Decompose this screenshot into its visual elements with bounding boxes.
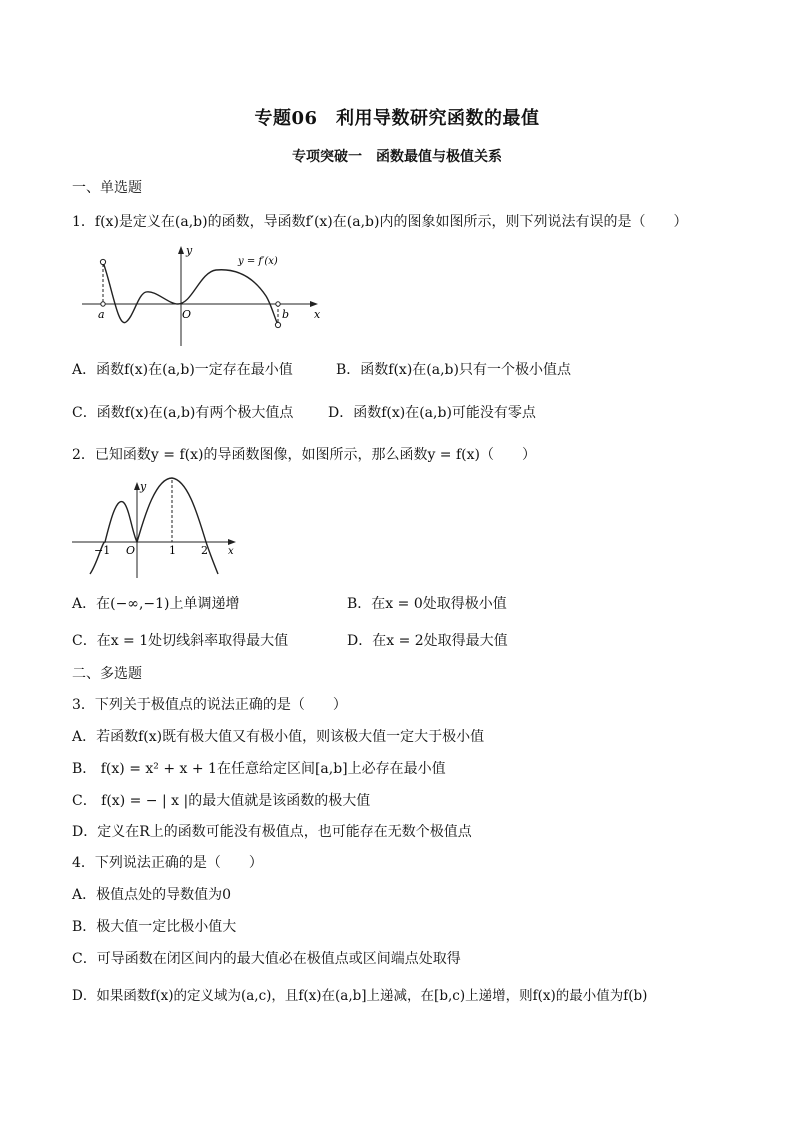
q2-x-label: x (228, 546, 234, 557)
section-multi-choice: 二、多选题 (72, 666, 142, 682)
q2-tick-neg1: −1 (94, 544, 111, 557)
q2-x-axis-arrow (228, 539, 236, 545)
q4-option-c[interactable]: C．可导函数在闭区间内的最大值必在极值点或区间端点处取得 (72, 951, 461, 967)
q2-graph (68, 474, 244, 580)
page-subtitle: 专项突破一 函数最值与极值关系 (292, 149, 502, 165)
q1-y-axis-arrow (178, 246, 184, 254)
q1-option-b[interactable]: B．函数f(x)在(a,b)只有一个极小值点 (336, 362, 571, 378)
q2-option-b[interactable]: B．在x = 0处取得极小值 (347, 596, 507, 612)
q1-x-label: x (314, 308, 321, 321)
page-title: 专题06 利用导数研究函数的最值 (254, 108, 540, 129)
q2-option-d[interactable]: D．在x = 2处取得最大值 (347, 633, 508, 649)
q3-option-b[interactable]: B． f(x) = x² + x + 1在任意给定区间[a,b]上必存在最小值 (72, 761, 446, 777)
q1-x-axis-arrow (310, 301, 318, 307)
q2-tick-2: 2 (201, 544, 208, 557)
q1-option-d[interactable]: D．函数f(x)在(a,b)可能没有零点 (328, 405, 536, 421)
q2-tick-1: 1 (169, 544, 176, 557)
q1-func-label: y = f′(x) (238, 256, 278, 267)
q2-option-c[interactable]: C．在x = 1处切线斜率取得最大值 (72, 633, 289, 649)
section-single-choice: 一、单选题 (72, 180, 142, 196)
q1-graph (78, 242, 330, 350)
q1-point-a-on-axis (101, 302, 105, 306)
q4-option-a[interactable]: A．极值点处的导数值为0 (72, 887, 232, 903)
q2-y-label: y (140, 480, 147, 493)
q1-b-label: b (282, 308, 290, 321)
q1-a-label: a (98, 308, 105, 321)
q2-derivative-curve (90, 478, 218, 574)
q2-stem: 2．已知函数y = f(x)的导函数图像，如图所示，那么函数y = f(x)（ ） (72, 447, 536, 463)
q1-point-b-on-axis (276, 302, 280, 306)
q3-option-c[interactable]: C． f(x) = − | x |的最大值就是该函数的极大值 (72, 793, 371, 809)
q1-option-a[interactable]: A．函数f(x)在(a,b)一定存在最小值 (72, 362, 293, 378)
q4-option-d[interactable]: D．如果函数f(x)的定义域为(a,c)，且f(x)在(a,b]上递减，在[b,c)上递增，则f(x)的最小值为f(b) (72, 988, 648, 1004)
q1-stem: 1．f(x)是定义在(a,b)的函数，导函数f′(x)在(a,b)内的图象如图所示，则下列说法有误的是（ ） (72, 214, 688, 230)
q3-stem: 3．下列关于极值点的说法正确的是（ ） (72, 697, 347, 713)
q4-stem: 4．下列说法正确的是（ ） (72, 855, 263, 871)
q3-option-a[interactable]: A．若函数f(x)既有极大值又有极小值，则该极大值一定大于极小值 (72, 729, 485, 745)
q2-origin-label: O (126, 544, 136, 557)
q2-option-a[interactable]: A．在(−∞,−1)上单调递增 (72, 596, 240, 612)
q1-y-label: y (186, 244, 193, 257)
q1-origin-label: O (182, 308, 192, 321)
q1-option-c[interactable]: C．函数f(x)在(a,b)有两个极大值点 (72, 405, 294, 421)
q4-option-b[interactable]: B．极大值一定比极小值大 (72, 919, 237, 935)
q3-option-d[interactable]: D．定义在R上的函数可能没有极值点，也可能存在无数个极值点 (72, 824, 472, 840)
q1-open-point-a (100, 259, 105, 264)
q1-open-point-b (275, 322, 280, 327)
